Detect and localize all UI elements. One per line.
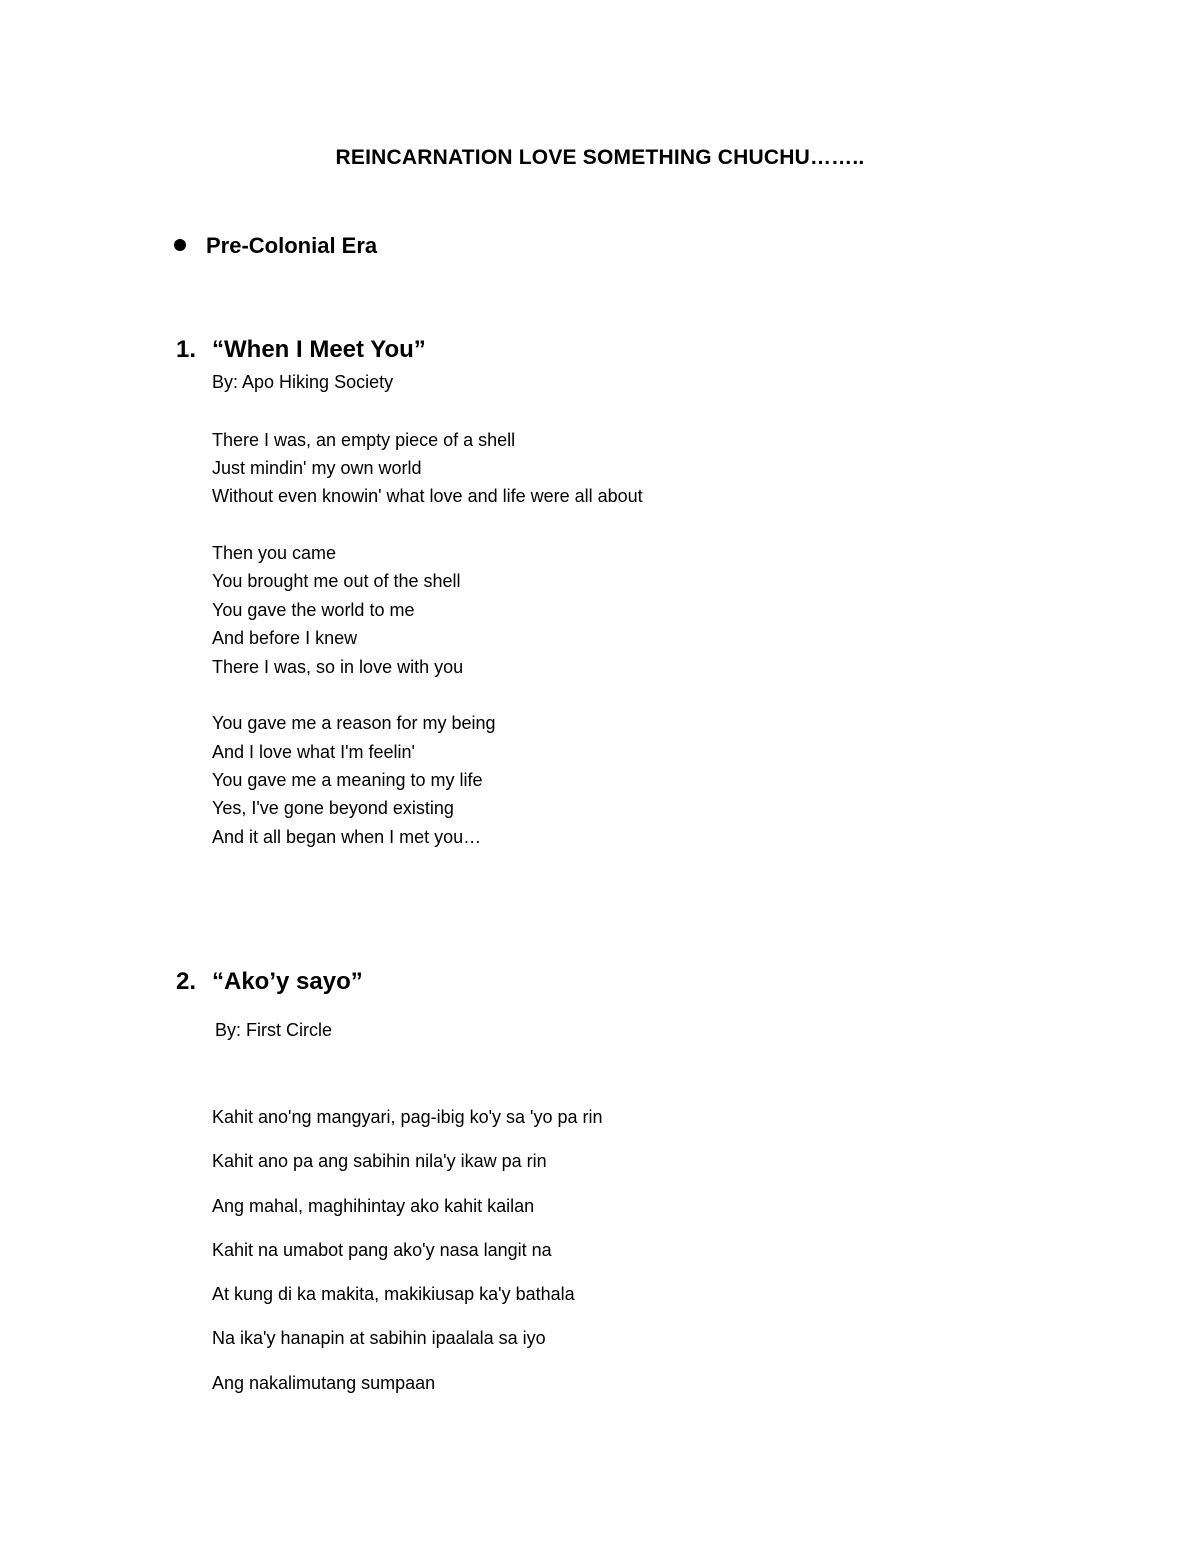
song-title: “Ako’y sayo” <box>212 968 363 995</box>
lyric-line: Ang nakalimutang sumpaan <box>212 1373 436 1393</box>
section-heading-text: Pre-Colonial Era <box>206 233 378 258</box>
lyric-line: Then you came <box>212 543 337 563</box>
lyric-line: And before I knew <box>212 628 358 648</box>
song-number: 2. <box>176 968 197 995</box>
lyric-line: Kahit na umabot pang ako'y nasa langit na <box>212 1240 552 1260</box>
document-title: REINCARNATION LOVE SOMETHING CHUCHU…….. <box>335 146 865 169</box>
lyric-line: At kung di ka makita, makikiusap ka'y bathala <box>212 1284 575 1304</box>
lyric-line: You gave me a reason for my being <box>212 713 496 733</box>
lyric-line: Ang mahal, maghihintay ako kahit kailan <box>212 1196 535 1216</box>
song-number: 1. <box>176 336 197 363</box>
lyric-line: Na ika'y hanapin at sabihin ipaalala sa iyo <box>212 1328 546 1348</box>
song-heading <box>176 968 363 996</box>
lyric-line: You gave me a meaning to my life <box>212 770 483 790</box>
lyric-line: Kahit ano pa ang sabihin nila'y ikaw pa rin <box>212 1151 547 1171</box>
section-heading <box>174 233 377 259</box>
song-heading <box>176 336 426 364</box>
lyric-line: There I was, so in love with you <box>212 657 464 677</box>
lyric-line: Just mindin' my own world <box>212 458 422 478</box>
lyric-line: You gave the world to me <box>212 600 415 620</box>
song-title: “When I Meet You” <box>212 336 426 363</box>
bullet-icon <box>174 239 186 251</box>
lyric-line: There I was, an empty piece of a shell <box>212 430 516 450</box>
lyric-line: And it all began when I met you… <box>212 827 482 847</box>
lyric-line: Without even knowin' what love and life were all about <box>212 486 643 506</box>
lyric-line: You brought me out of the shell <box>212 571 461 591</box>
song-byline: By: First Circle <box>215 1020 332 1040</box>
lyric-line: Yes, I've gone beyond existing <box>212 798 454 818</box>
lyric-line: Kahit ano'ng mangyari, pag-ibig ko'y sa 'yo pa rin <box>212 1107 603 1127</box>
song-byline: By: Apo Hiking Society <box>212 372 394 392</box>
lyric-line: And I love what I'm feelin' <box>212 742 415 762</box>
